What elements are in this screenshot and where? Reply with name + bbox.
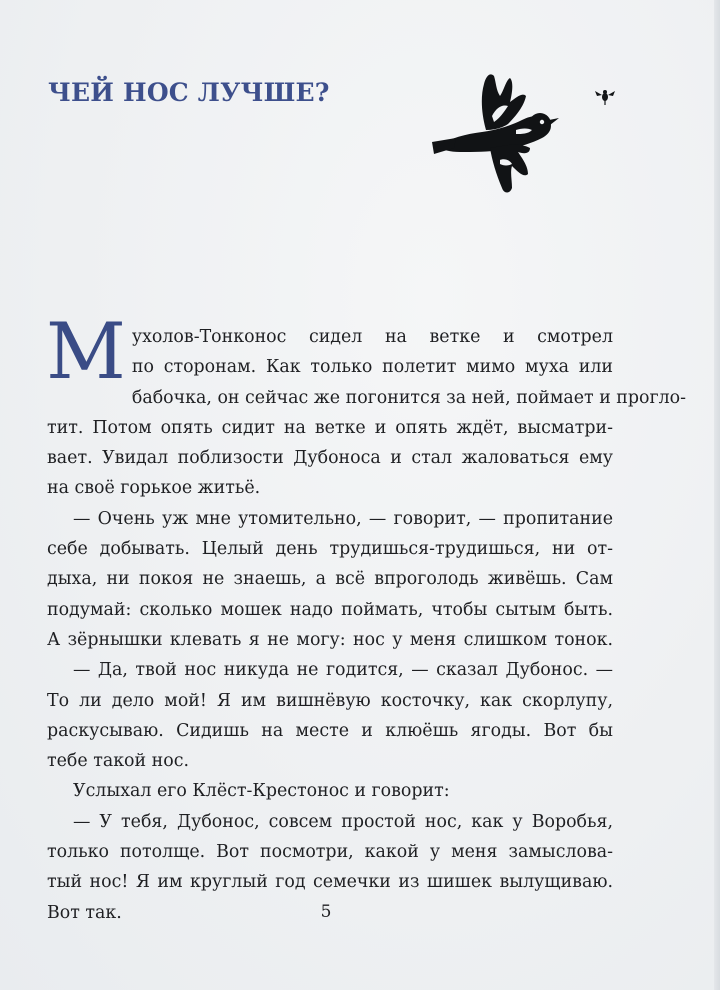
text-line: Услыхал его Клёст-Крестонос и говорит: [73,781,450,802]
text-line: тый нос! Я им круглый год семечки из шишек вылущиваю. [47,872,613,893]
text-line: на своё горькое житьё. [47,478,261,499]
text-line: бабочка, он сейчас же погонится за ней, поймает и прогло- [131,387,687,408]
text-line: дыха, ни покоя не знаешь, а всё впроголодь живёшь. Сам [47,569,613,590]
text-line: раскусываю. Сидишь на месте и клюёшь ягоды. Вот бы [47,720,613,741]
text-line: Вот так. [47,902,122,923]
text-line: вает. Увидал поблизости Дубоноса и стал жаловаться ему [47,448,613,469]
text-line: тебе такой нос. [47,751,189,772]
fly-icon [594,86,616,106]
story-text [46,307,687,928]
page-number: 5 [320,902,332,922]
text-line: подумай: сколько мошек надо поймать, чтобы сытым быть. [47,599,613,620]
text-line: — Да, твой нос никуда не годится, — сказал Дубонос. — [73,660,613,681]
text-line: — Очень уж мне утомительно, — говорит, — пропитание [73,508,613,529]
text-line: тит. Потом опять сидит на ветке и опять ждёт, высматри- [47,417,613,438]
text-line: себе добывать. Целый день трудишься-трудишься, ни от- [47,539,613,560]
page-title: ЧЕЙ НОС ЛУЧШЕ? [48,78,330,107]
text-line: по сторонам. Как только полетит мимо муха или [131,357,613,378]
text-line: А зёрнышки клевать я не могу: нос у меня слишком тонок. [47,629,613,650]
text-line: — У тебя, Дубонос, совсем простой нос, как у Воробья, [73,811,613,832]
text-line: ухолов-Тонконос сидел на ветке и смотрел [131,327,613,347]
bird-silhouette-icon [430,68,560,196]
text-line: То ли дело мой! Я им вишнёвую косточку, как скорлупу, [47,690,613,711]
drop-cap: М [46,307,126,397]
text-line: только потолще. Вот посмотри, какой у меня замыслова- [47,842,613,863]
page-edge [714,0,720,990]
